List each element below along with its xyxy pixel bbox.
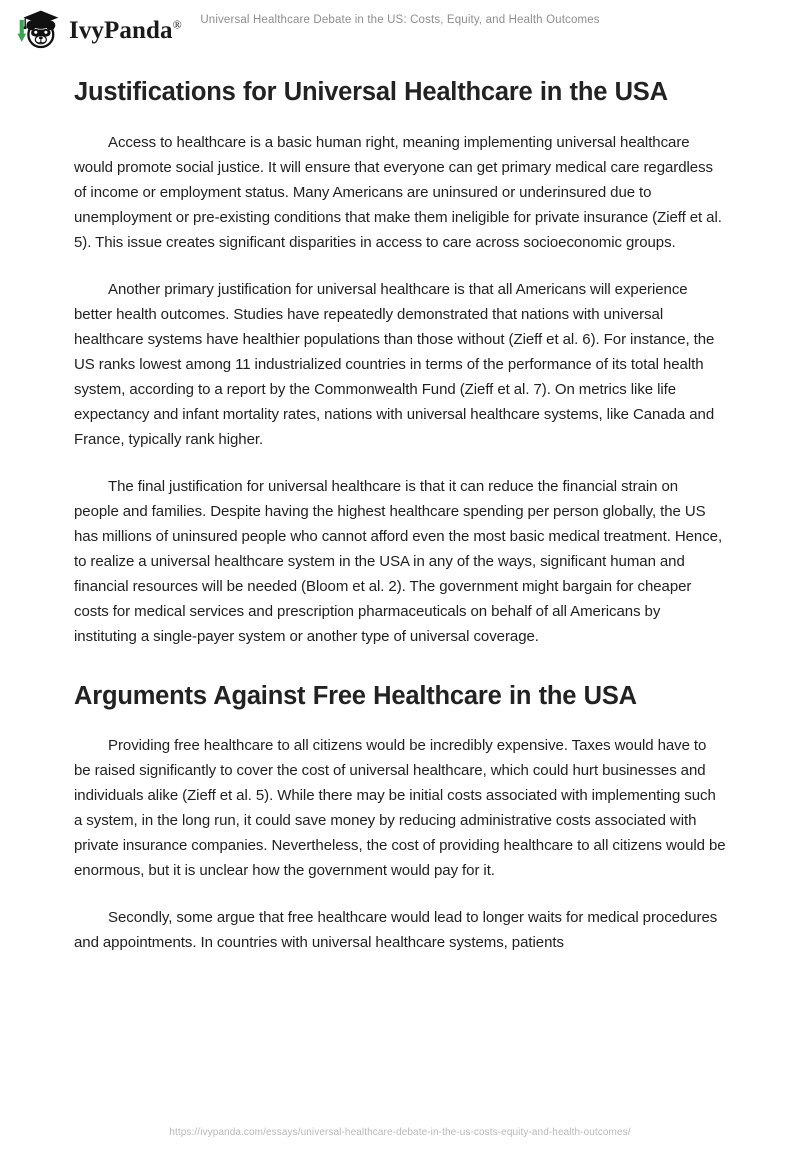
paragraph-argument-wait-times: Secondly, some argue that free healthcare would lead to longer waits for medical procedures and appointments. In countries with universal healthcare systems, patients [74, 909, 718, 951]
page-footer [0, 1120, 800, 1160]
paragraph-argument-expense: Providing free healthcare to all citizens would be incredibly expensive. Taxes would have to be raised significantly to cover the cost of universal healthcare, which could hurt businesses and individuals alike (Zieff et al. 5). While there may be initial costs associated with implementing such a system, in the long run, it could save money by reducing administrative costs associated with private insurance companies. Nevertheless, the cost of providing healthcare to all citizens would be enormous, but it is unclear how the government would pay for it. [74, 737, 726, 879]
paragraph-justification-human-right: Access to healthcare is a basic human right, meaning implementing universal healthcare would promote social justice. It will ensure that everyone can get primary medical care regardless of income or employment status. Many Americans are uninsured or underinsured due to unemployment or pre-existing conditions that make them ineligible for private insurance (Zieff et al. 5). This issue creates significant disparities in access to care across socioeconomic groups. [74, 134, 722, 251]
registered-trademark-symbol: ® [172, 17, 182, 32]
section-heading-arguments-against: Arguments Against Free Healthcare in the USA [74, 682, 637, 710]
paragraph-justification-financial-strain: The final justification for universal healthcare is that it can reduce the financial strain on people and families. Despite having the highest healthcare spending per person globally, the US has millions of uninsured people who cannot afford even the most basic medical treatment. Hence, to realize a universal healthcare system in the USA in any of the ways, significant human and financial resources will be needed (Bloom et al. 2). The government might bargain for cheaper costs for medical services and prescription pharmaceuticals on behalf of all Americans by instituting a single-payer system or another type of universal coverage. [74, 478, 723, 645]
article-content [74, 64, 726, 955]
paragraph-justification-health-outcomes: Another primary justification for universal healthcare is that all Americans will experience better health outcomes. Studies have repeatedly demonstrated that nations with universal healthcare systems have healthier populations than those without (Zieff et al. 6). For instance, the US ranks lowest among 11 industrialized countries in terms of the performance of its total health system, according to a report by the Commonwealth Fund (Zieff et al. 7). On metrics like life expectancy and infant mortality rates, nations with universal healthcare systems, like Canada and France, typically rank higher. [74, 281, 715, 448]
document-title: Universal Healthcare Debate in the US: Costs, Equity, and Health Outcomes [200, 14, 600, 26]
page-header [0, 0, 800, 62]
section-heading-justifications: Justifications for Universal Healthcare in the USA [74, 78, 668, 106]
source-url-link[interactable]: https://ivypanda.com/essays/universal-healthcare-debate-in-the-us-costs-equity-and-health-outcomes/ [169, 1127, 631, 1138]
brand-name-text: IvyPanda [69, 16, 173, 44]
